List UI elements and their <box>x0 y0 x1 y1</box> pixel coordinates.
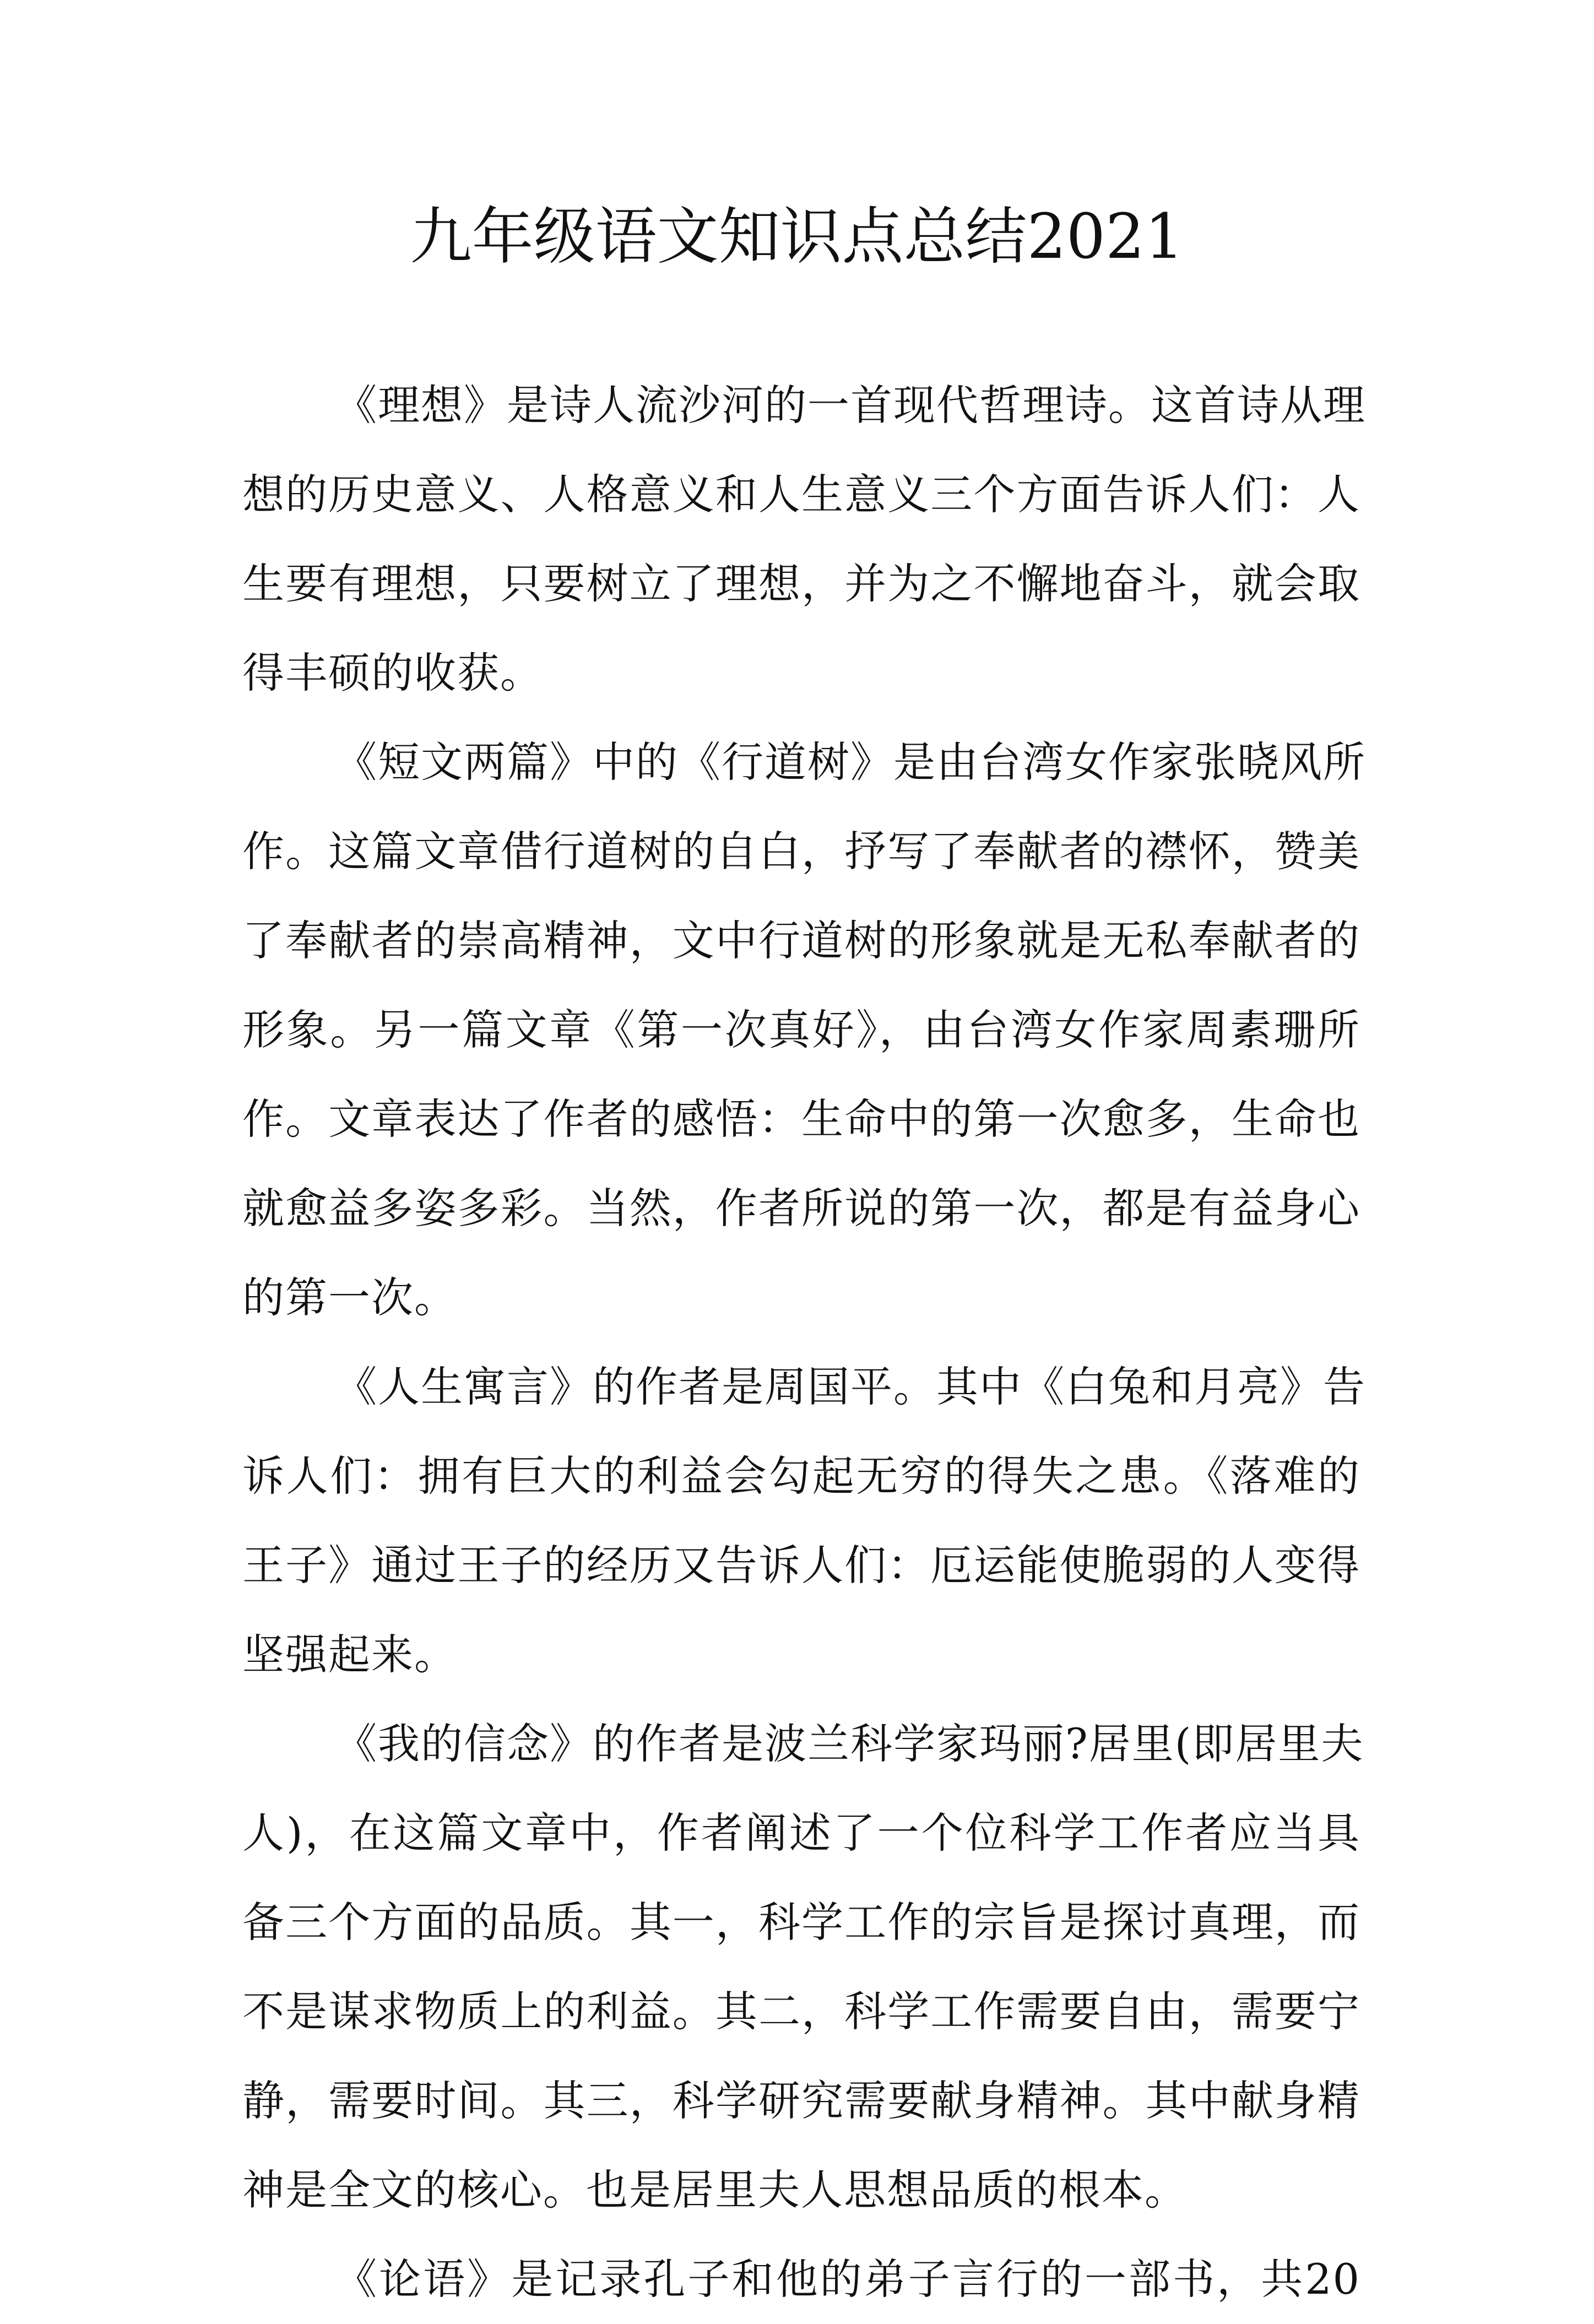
paragraph-5 <box>242 2235 1360 2324</box>
text-line: 备三个方面的品质。其一，科学工作的宗旨是探讨真理，而 <box>242 1898 1360 1947</box>
text-line: 作。这篇文章借行道树的自白，抒写了奉献者的襟怀，赞美 <box>242 827 1360 876</box>
text-line: 想的历史意义、人格意义和人生意义三个方面告诉人们：人 <box>242 470 1360 519</box>
text-line: 生要有理想，只要树立了理想，并为之不懈地奋斗，就会取 <box>242 559 1360 608</box>
text-line: 得丰硕的收获。 <box>242 648 543 697</box>
text-line: 《理想》是诗人流沙河的一首现代哲理诗。这首诗从理 <box>335 381 1366 430</box>
text-line: 作。文章表达了作者的感悟：生命中的第一次愈多，生命也 <box>242 1095 1360 1144</box>
text-line: 《论语》是记录孔子和他的弟子言行的一部书，共20 <box>335 2255 1360 2304</box>
paragraph-4 <box>242 1699 1364 2235</box>
text-line: 王子》通过王子的经历又告诉人们：厄运能使脆弱的人变得 <box>242 1541 1360 1590</box>
text-line: 静，需要时间。其三，科学研究需要献身精神。其中献身精 <box>242 2076 1360 2125</box>
text-line: 了奉献者的崇高精神，文中行道树的形象就是无私奉献者的 <box>242 916 1360 965</box>
paragraph-2 <box>242 718 1366 1342</box>
text-line: 《短文两篇》中的《行道树》是由台湾女作家张晓风所 <box>335 738 1366 787</box>
text-line: 《我的信念》的作者是波兰科学家玛丽?居里(即居里夫 <box>335 1719 1364 1768</box>
text-line: 就愈益多姿多彩。当然，作者所说的第一次，都是有益身心 <box>242 1184 1360 1233</box>
paragraph-3 <box>242 1342 1366 1699</box>
text-line: 诉人们：拥有巨大的利益会勾起无穷的得失之患。《落难的 <box>242 1451 1360 1500</box>
paragraph-1 <box>242 361 1366 718</box>
text-line: 形象。另一篇文章《第一次真好》，由台湾女作家周素珊所 <box>242 1005 1360 1054</box>
text-line: 人)，在这篇文章中，作者阐述了一个位科学工作者应当具 <box>242 1808 1360 1857</box>
text-line: 神是全文的核心。也是居里夫人思想品质的根本。 <box>242 2165 1188 2214</box>
document-body <box>242 361 1366 2324</box>
text-line: 《人生寓言》的作者是周国平。其中《白兔和月亮》告 <box>335 1362 1366 1411</box>
text-line: 不是谋求物质上的利益。其二，科学工作需要自由，需要宁 <box>242 1987 1360 2036</box>
document-title: 九年级语文知识点总结2021 <box>410 201 1184 273</box>
text-line: 坚强起来。 <box>242 1630 457 1679</box>
text-line: 的第一次。 <box>242 1273 457 1322</box>
